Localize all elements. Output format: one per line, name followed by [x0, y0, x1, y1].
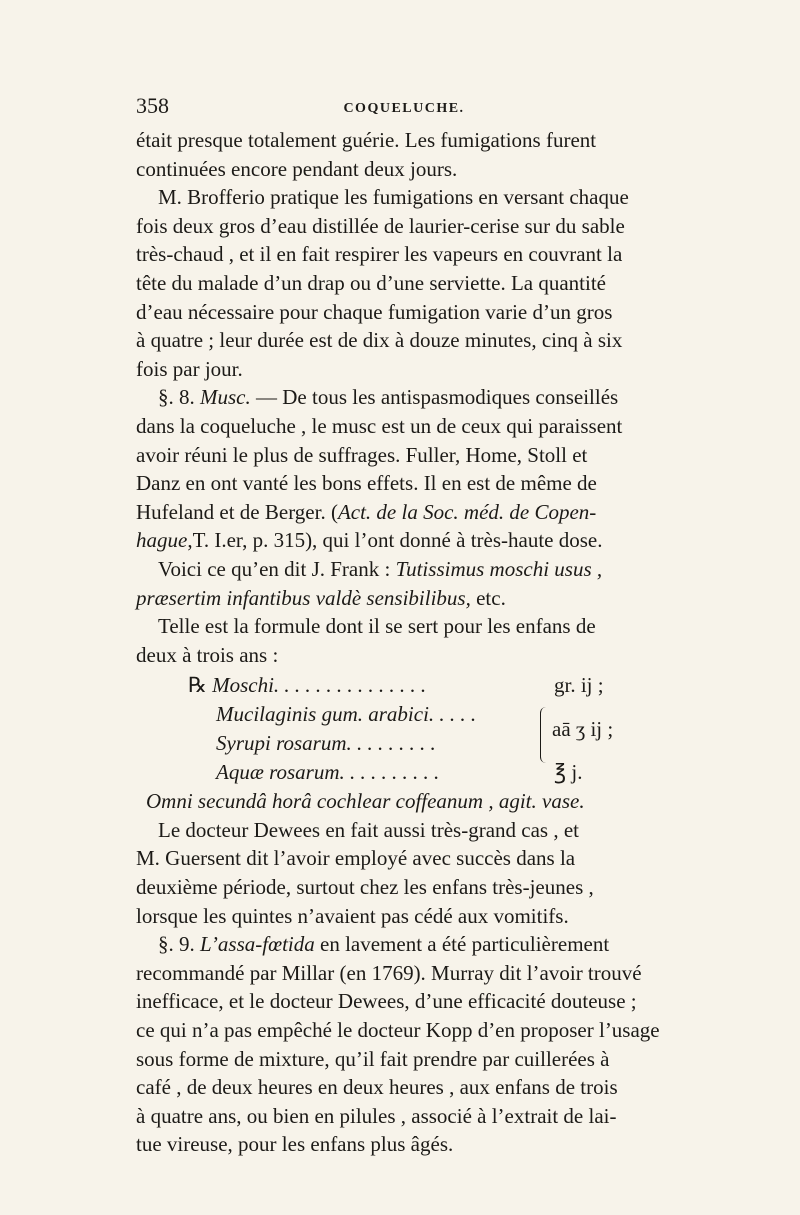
text-line: Danz en ont vanté les bons effets. Il en est de même de — [136, 471, 597, 496]
paragraph-1 — [136, 126, 672, 183]
text-line — [136, 526, 672, 555]
paragraph-2 — [136, 183, 672, 383]
recipe-signa: Omni secundâ horâ cochlear coffeanum , agit. vase. — [146, 789, 585, 814]
text-line: M. Brofferio pratique les fumigations en versant chaque — [158, 185, 629, 210]
text-line: était presque totalement guérie. Les fumigations furent — [136, 128, 597, 152]
text-line: fois par jour. — [136, 356, 243, 381]
text-line: avoir réuni le plus de suffrages. Fuller, Home, Stoll et — [136, 442, 588, 467]
recipe-block — [136, 671, 672, 787]
rx-symbol: ℞ — [188, 673, 207, 698]
text-line: Telle est la formule dont il se sert pour les enfans de — [158, 614, 596, 639]
running-head: COQUELUCHE. — [343, 101, 465, 116]
latin-quote: præsertim infantibus valdè sensibilibus, — [136, 585, 471, 610]
text-span: ,T. I.er, p. 315), qui l’ont donné à très-haute dose. — [187, 528, 603, 553]
page-number: 358 — [136, 93, 169, 118]
text-line: tête du malade d’un drap ou d’une serviette. La quantité — [136, 270, 606, 295]
recipe-ingredient: Mucilaginis gum. arabici. . . . . — [216, 702, 477, 727]
brace-mark — [540, 707, 549, 763]
text-line: deux à trois ans : — [136, 642, 279, 667]
text-line — [136, 498, 672, 527]
paragraph-4-frank — [136, 555, 672, 612]
text-line: à quatre ans, ou bien en pilules , associé à l’extrait de lai- — [136, 1103, 617, 1128]
text-line — [136, 930, 672, 959]
text-line: recommandé par Millar (en 1769). Murray dit l’avoir trouvé — [136, 960, 642, 985]
text-line: M. Guersent dit l’avoir employé avec succès dans la — [136, 846, 576, 871]
text-line: sous forme de mixture, qu’il fait prendre par cuillerées à — [136, 1046, 610, 1071]
section-title: L’assa-fœtida — [200, 932, 315, 957]
text-span: en lavement a été particulièrement — [320, 932, 610, 957]
paragraph-5 — [136, 612, 672, 669]
section-number: §. 8. — [158, 385, 195, 410]
text-line: fois deux gros d’eau distillée de laurier-cerise sur du sable — [136, 213, 625, 238]
text-line: dans la coqueluche , le musc est un de ceux qui paraissent — [136, 413, 623, 438]
text-line: très-chaud , et il en fait respirer les vapeurs en couvrant la — [136, 242, 623, 267]
recipe-shared-dose: aā ʒ ij ; — [552, 717, 614, 742]
recipe-ingredient: Aquæ rosarum. . . . . . . . . . — [216, 760, 440, 785]
recipe-item — [188, 671, 426, 700]
text-line: café , de deux heures en deux heures , aux enfans de trois — [136, 1075, 618, 1100]
recipe-dose: ℥ j. — [554, 760, 583, 785]
latin-quote: Tutissimus moschi usus , — [395, 556, 603, 581]
section-title: Musc. — [200, 385, 251, 410]
paragraph-7-assa — [136, 930, 672, 1159]
text-line: tue vireuse, pour les enfans plus âgés. — [136, 1132, 454, 1157]
text-line: lorsque les quintes n’avaient pas cédé aux vomitifs. — [136, 903, 569, 928]
paragraph-6 — [136, 816, 672, 930]
recipe-dose: gr. ij ; — [554, 673, 604, 698]
text-span: Voici ce qu’en dit J. Frank : — [158, 556, 391, 581]
book-page — [136, 92, 672, 1159]
text-line — [136, 584, 672, 613]
text-line: d’eau nécessaire pour chaque fumigation varie d’un gros — [136, 299, 613, 324]
text-line: Le docteur Dewees en fait aussi très-grand cas , et — [158, 817, 579, 842]
text-line: continuées encore pendant deux jours. — [136, 156, 458, 181]
citation: Act. de la Soc. méd. de Copen- — [337, 499, 597, 524]
paragraph-3-musc — [136, 383, 672, 555]
citation: hague — [136, 528, 188, 553]
text-line — [136, 555, 672, 584]
text-span: etc. — [476, 585, 506, 610]
section-number: §. 9. — [158, 932, 195, 957]
text-line: deuxième période, surtout chez les enfans très-jeunes , — [136, 875, 594, 900]
text-span: Hufeland et de Berger. ( — [136, 499, 338, 524]
text-line: inefficace, et le docteur Dewees, d’une efficacité douteuse ; — [136, 989, 637, 1014]
recipe-ingredient: Syrupi rosarum. . . . . . . . . — [216, 731, 436, 756]
text-line: à quatre ; leur durée est de dix à douze minutes, cinq à six — [136, 328, 623, 353]
text-span: — De tous les antispasmodiques conseillés — [256, 385, 619, 410]
text-line — [136, 383, 672, 412]
recipe-ingredient: Moschi. . . . . . . . . . . . . . . — [212, 673, 427, 698]
page-header — [136, 92, 672, 122]
text-line: ce qui n’a pas empêché le docteur Kopp d’en proposer l’usage — [136, 1018, 660, 1043]
